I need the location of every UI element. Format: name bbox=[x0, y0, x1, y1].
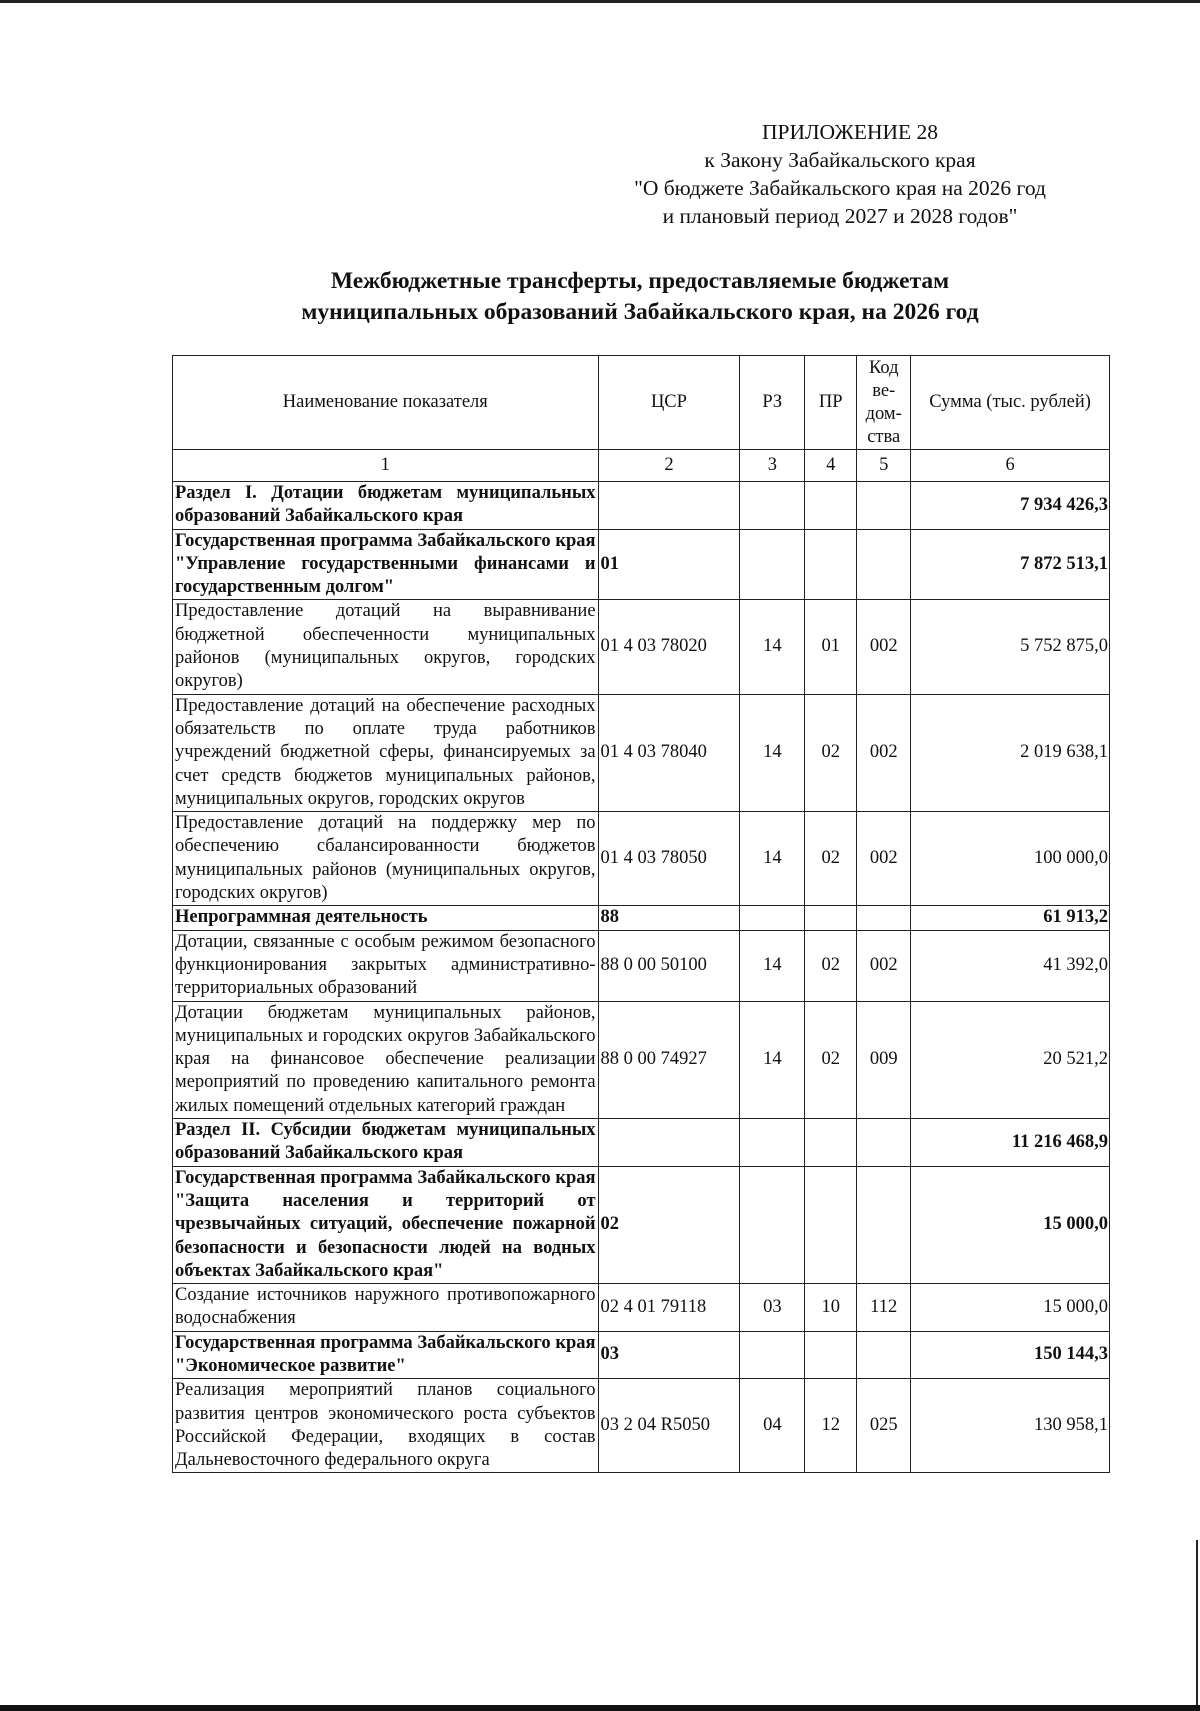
row-sum: 100 000,0 bbox=[911, 812, 1110, 906]
column-number: 2 bbox=[598, 450, 740, 482]
row-rz: 14 bbox=[740, 812, 805, 906]
row-rz bbox=[740, 906, 805, 930]
table-row bbox=[173, 1284, 1110, 1332]
column-number: 1 bbox=[173, 450, 599, 482]
row-csr: 01 4 03 78050 bbox=[598, 812, 740, 906]
row-sum: 5 752 875,0 bbox=[911, 600, 1110, 694]
row-csr: 88 bbox=[598, 906, 740, 930]
row-name: Создание источников наружного противопожарного водоснабжения bbox=[173, 1284, 599, 1332]
row-csr: 88 0 00 50100 bbox=[598, 930, 740, 1001]
row-pr bbox=[805, 529, 857, 600]
header-pr: ПР bbox=[805, 356, 857, 450]
row-dept-code bbox=[857, 1119, 911, 1167]
row-sum: 130 958,1 bbox=[911, 1379, 1110, 1473]
row-dept-code: 002 bbox=[857, 600, 911, 694]
row-dept-code: 002 bbox=[857, 694, 911, 811]
row-csr: 01 4 03 78020 bbox=[598, 600, 740, 694]
row-pr: 02 bbox=[805, 812, 857, 906]
row-sum: 11 216 468,9 bbox=[911, 1119, 1110, 1167]
column-number: 5 bbox=[857, 450, 911, 482]
row-pr: 10 bbox=[805, 1284, 857, 1332]
row-name: Государственная программа Забайкальского края "Управление государственными финансами и государственным долгом" bbox=[173, 529, 599, 600]
row-name: Непрограммная деятельность bbox=[173, 906, 599, 930]
row-dept-code: 009 bbox=[857, 1001, 911, 1118]
row-dept-code bbox=[857, 482, 911, 530]
row-rz bbox=[740, 1119, 805, 1167]
column-number: 6 bbox=[911, 450, 1110, 482]
row-pr: 02 bbox=[805, 694, 857, 811]
title-line: Межбюджетные трансферты, предоставляемые бюджетам bbox=[330, 268, 950, 294]
header-name: Наименование показателя bbox=[173, 356, 599, 450]
appendix-header bbox=[560, 118, 1120, 230]
column-number: 3 bbox=[740, 450, 805, 482]
row-name: Предоставление дотаций на поддержку мер по обеспечению сбалансированности бюджетов муниципальных районов (муниципальных округов, городских округов) bbox=[173, 812, 599, 906]
row-rz bbox=[740, 1331, 805, 1379]
transfers-table bbox=[172, 355, 1110, 1473]
row-pr: 02 bbox=[805, 1001, 857, 1118]
row-csr: 88 0 00 74927 bbox=[598, 1001, 740, 1118]
document-title bbox=[200, 266, 1080, 328]
row-dept-code: 025 bbox=[857, 1379, 911, 1473]
table-row bbox=[173, 930, 1110, 1001]
header-row bbox=[173, 356, 1110, 450]
row-dept-code: 112 bbox=[857, 1284, 911, 1332]
header-rz: РЗ bbox=[740, 356, 805, 450]
row-sum: 41 392,0 bbox=[911, 930, 1110, 1001]
table-section-row bbox=[173, 1119, 1110, 1167]
row-rz: 04 bbox=[740, 1379, 805, 1473]
scan-border-top bbox=[0, 0, 1200, 3]
title-line: муниципальных образований Забайкальского края, на 2026 год bbox=[301, 299, 979, 325]
table-row bbox=[173, 812, 1110, 906]
row-csr: 02 bbox=[598, 1166, 740, 1283]
row-rz: 03 bbox=[740, 1284, 805, 1332]
row-name: Предоставление дотаций на выравнивание бюджетной обеспеченности муниципальных районов (муниципальных округов, городских округов) bbox=[173, 600, 599, 694]
table-section-row bbox=[173, 529, 1110, 600]
table-section-row bbox=[173, 1166, 1110, 1283]
row-sum: 20 521,2 bbox=[911, 1001, 1110, 1118]
row-csr: 03 2 04 R5050 bbox=[598, 1379, 740, 1473]
row-dept-code bbox=[857, 529, 911, 600]
row-name: Дотации, связанные с особым режимом безопасного функционирования закрытых административно-территориальных образований bbox=[173, 930, 599, 1001]
table-row bbox=[173, 694, 1110, 811]
row-csr bbox=[598, 1119, 740, 1167]
row-csr: 01 4 03 78040 bbox=[598, 694, 740, 811]
row-rz: 14 bbox=[740, 1001, 805, 1118]
row-rz bbox=[740, 529, 805, 600]
row-csr: 03 bbox=[598, 1331, 740, 1379]
appendix-law-period: и плановый период 2027 и 2028 годов" bbox=[662, 204, 1018, 228]
row-sum: 61 913,2 bbox=[911, 906, 1110, 930]
row-pr: 12 bbox=[805, 1379, 857, 1473]
table-row bbox=[173, 1379, 1110, 1473]
scan-border-bottom bbox=[0, 1705, 1200, 1711]
row-pr bbox=[805, 906, 857, 930]
row-pr: 01 bbox=[805, 600, 857, 694]
row-csr: 02 4 01 79118 bbox=[598, 1284, 740, 1332]
row-pr bbox=[805, 1166, 857, 1283]
appendix-number: ПРИЛОЖЕНИЕ 28 bbox=[761, 120, 939, 144]
appendix-law-title: "О бюджете Забайкальского края на 2026 год bbox=[634, 176, 1046, 200]
column-number-row bbox=[173, 450, 1110, 482]
table-section-row bbox=[173, 1331, 1110, 1379]
row-name: Раздел I. Дотации бюджетам муниципальных образований Забайкальского края bbox=[173, 482, 599, 530]
header-sum: Сумма (тыс. рублей) bbox=[911, 356, 1110, 450]
row-rz: 14 bbox=[740, 930, 805, 1001]
row-pr bbox=[805, 482, 857, 530]
row-name: Раздел II. Субсидии бюджетам муниципальных образований Забайкальского края bbox=[173, 1119, 599, 1167]
row-sum: 15 000,0 bbox=[911, 1284, 1110, 1332]
row-name: Предоставление дотаций на обеспечение расходных обязательств по оплате труда работников учреждений бюджетной сферы, финансируемых за счет средств бюджетов муниципальных районов, муниципальных округов, городских округов bbox=[173, 694, 599, 811]
row-dept-code bbox=[857, 1166, 911, 1283]
row-pr bbox=[805, 1331, 857, 1379]
table-row bbox=[173, 1001, 1110, 1118]
row-sum: 7 872 513,1 bbox=[911, 529, 1110, 600]
row-rz: 14 bbox=[740, 600, 805, 694]
table-row bbox=[173, 600, 1110, 694]
appendix-law: к Закону Забайкальского края bbox=[704, 148, 976, 172]
row-rz bbox=[740, 1166, 805, 1283]
row-pr bbox=[805, 1119, 857, 1167]
column-number: 4 bbox=[805, 450, 857, 482]
row-rz: 14 bbox=[740, 694, 805, 811]
row-dept-code bbox=[857, 1331, 911, 1379]
table-section-row bbox=[173, 482, 1110, 530]
row-sum: 150 144,3 bbox=[911, 1331, 1110, 1379]
row-dept-code bbox=[857, 906, 911, 930]
row-sum: 2 019 638,1 bbox=[911, 694, 1110, 811]
row-name: Государственная программа Забайкальского края "Защита населения и территорий от чрезвычайных ситуаций, обеспечение пожарной безопасности и безопасности людей на водных объектах Забайкальского края" bbox=[173, 1166, 599, 1283]
row-sum: 7 934 426,3 bbox=[911, 482, 1110, 530]
row-name: Реализация мероприятий планов социального развития центров экономического роста субъектов Российской Федерации, входящих в состав Дальневосточного федерального округа bbox=[173, 1379, 599, 1473]
row-name: Государственная программа Забайкальского края "Экономическое развитие" bbox=[173, 1331, 599, 1379]
row-pr: 02 bbox=[805, 930, 857, 1001]
row-sum: 15 000,0 bbox=[911, 1166, 1110, 1283]
row-rz bbox=[740, 482, 805, 530]
row-dept-code: 002 bbox=[857, 930, 911, 1001]
table-section-row bbox=[173, 906, 1110, 930]
row-dept-code: 002 bbox=[857, 812, 911, 906]
scan-border-right bbox=[1196, 1540, 1198, 1705]
row-name: Дотации бюджетам муниципальных районов, муниципальных и городских округов Забайкальского края на финансовое обеспечение реализации мероприятий по проведению капитального ремонта жилых помещений отдельных категорий граждан bbox=[173, 1001, 599, 1118]
header-csr: ЦСР bbox=[598, 356, 740, 450]
header-dept-code: Код ве-дом-ства bbox=[857, 356, 911, 450]
row-csr: 01 bbox=[598, 529, 740, 600]
row-csr bbox=[598, 482, 740, 530]
